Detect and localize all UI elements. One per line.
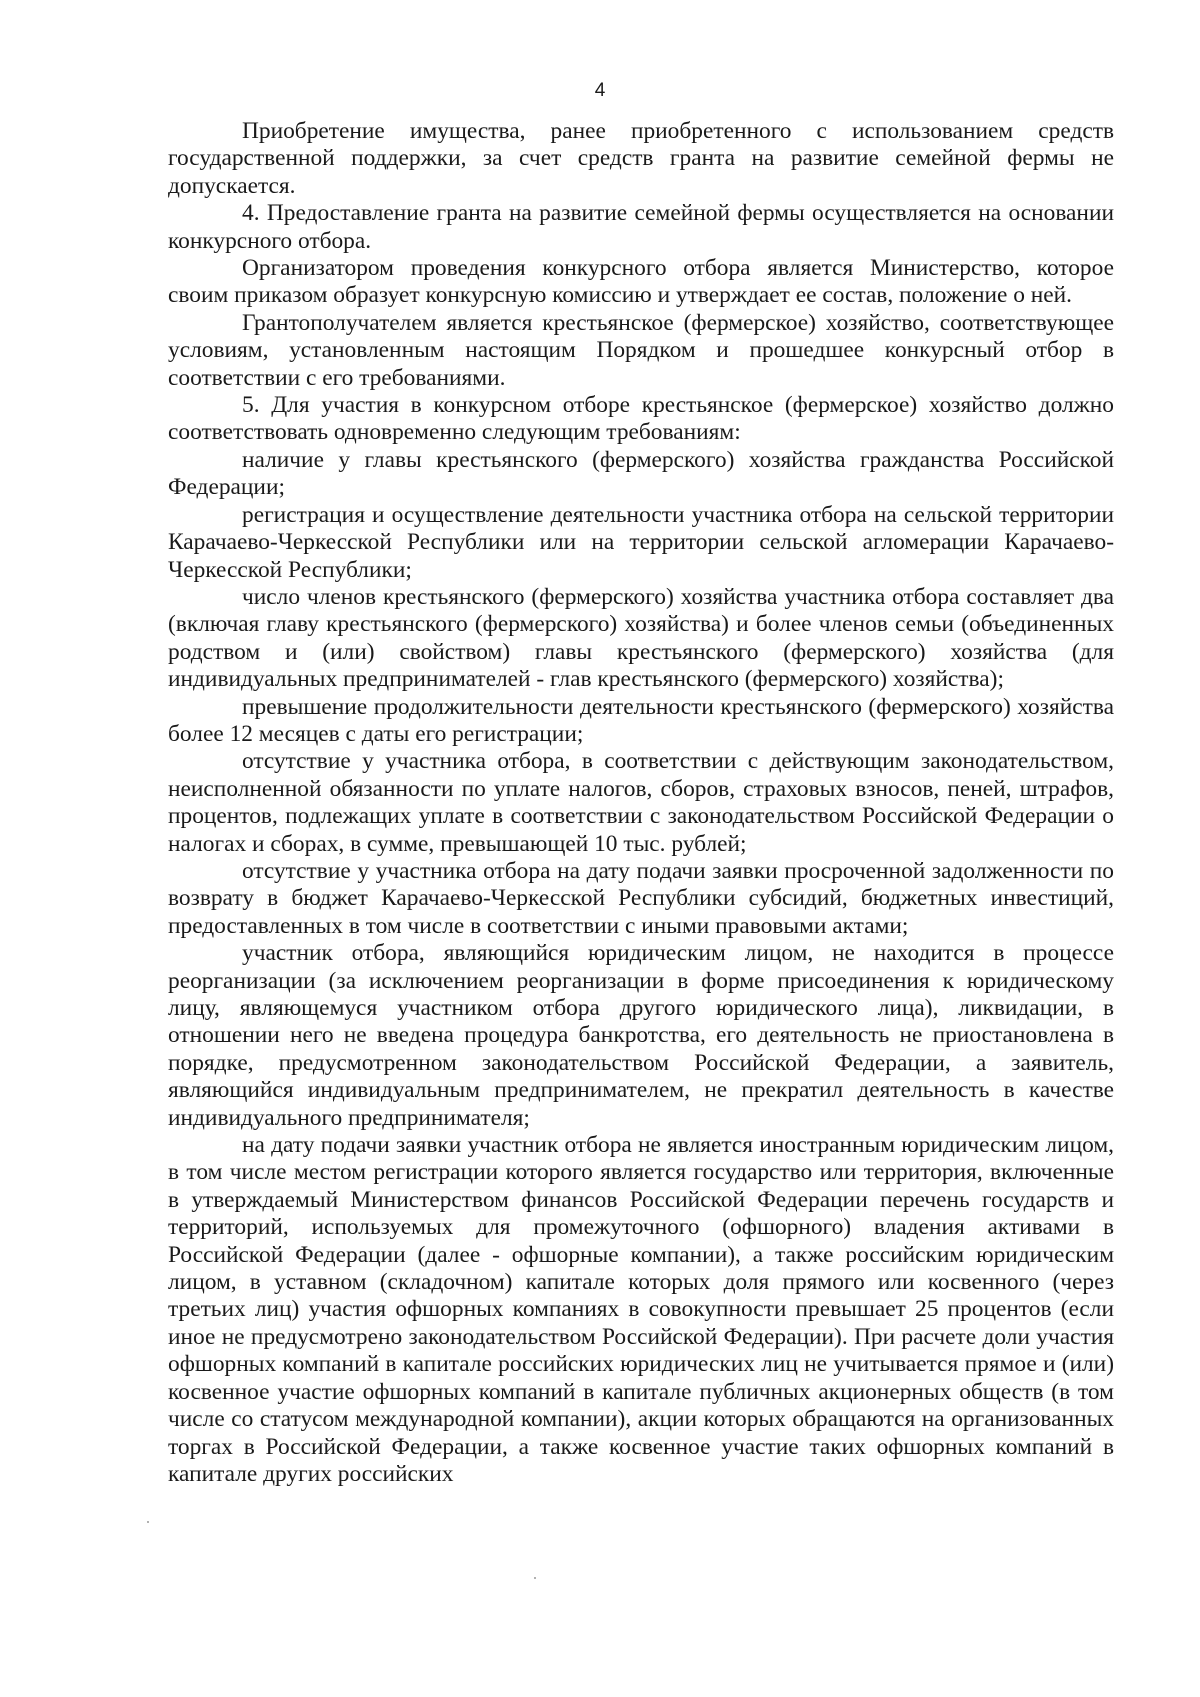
paragraph: отсутствие у участника отбора, в соответствии с действующим законодательством, неисполненной обязанности по уплате налогов, сборов, страховых взносов, пеней, штрафов, процентов, подлежащих уплате в соответствии с законодательством Российской Федерации о налогах и сборах, в сумме, превышающей 10 тыс. рублей; bbox=[168, 748, 1114, 857]
paragraph: Приобретение имущества, ранее приобретенного с использованием средств государственной поддержки, за счет средств гранта на развитие семейной фермы не допускается. bbox=[168, 118, 1114, 199]
paragraph: регистрация и осуществление деятельности участника отбора на сельской территории Карачаево-Черкесской Республики или на территории сельской агломерации Карачаево-Черкесской Республики; bbox=[168, 501, 1114, 583]
page-number: 4 bbox=[594, 80, 606, 101]
paragraph: 4. Предоставление гранта на развитие семейной фермы осуществляется на основании конкурсного отбора. bbox=[168, 200, 1114, 254]
paragraph: наличие у главы крестьянского (фермерского) хозяйства гражданства Российской Федерации; bbox=[168, 446, 1114, 501]
paragraph: участник отбора, являющийся юридическим лицом, не находится в процессе реорганизации (за исключением реорганизации в форме присоединения к юридическому лицу, являющемуся участником отбора другого юридического лица), ликвидации, в отношении него не введена процедура банкротства, его деятельность не приостановлена в порядке, предусмотренном законодательством Российской Федерации, а заявитель, являющийся индивидуальным предпринимателем, не прекратил деятельность в качестве индивидуального предпринимателя; bbox=[168, 940, 1114, 1131]
scan-speck bbox=[534, 1577, 536, 1579]
document-body bbox=[168, 118, 1114, 1488]
scan-speck bbox=[147, 1521, 149, 1523]
paragraph: число членов крестьянского (фермерского) хозяйства участника отбора составляет два (включая главу крестьянского (фермерского) хозяйства) и более членов семьи (объединенных родством и (или) свойством) главы крестьянского (фермерского) хозяйства (для индивидуальных предпринимателей - глав крестьянского (фермерского) хозяйства); bbox=[168, 583, 1114, 693]
paragraph: превышение продолжительности деятельности крестьянского (фермерского) хозяйства более 12 месяцев с даты его регистрации; bbox=[168, 693, 1114, 747]
paragraph: Грантополучателем является крестьянское (фермерское) хозяйство, соответствующее условиям, установленным настоящим Порядком и прошедшее конкурсный отбор в соответствии с его требованиями. bbox=[168, 309, 1114, 391]
paragraph: 5. Для участия в конкурсном отборе крестьянское (фермерское) хозяйство должно соответствовать одновременно следующим требованиям: bbox=[168, 392, 1114, 446]
paragraph: Организатором проведения конкурсного отбора является Министерство, которое своим приказом образует конкурсную комиссию и утверждает ее состав, положение о ней. bbox=[168, 255, 1114, 309]
paragraph-last: на дату подачи заявки участник отбора не является иностранным юридическим лицом, в том числе местом регистрации которого является государство или территория, включенные в утверждаемый Министерством финансов Российской Федерации перечень государств и территорий, используемых для промежуточного (офшорного) владения активами в Российской Федерации (далее - офшорные компании), а также российским юридическим лицом, в уставном (складочном) капитале которых доля прямого или косвенного (через третьих лиц) участия офшорных компаниях в совокупности превышает 25 процентов (если иное не предусмотрено законодательством Российской Федерации). При расчете доли участия офшорных компаний в капитале российских юридических лиц не учитывается прямое и (или) косвенное участие офшорных компаний в капитале публичных акционерных обществ (в том числе со статусом международной компании), акции которых обращаются на организованных торгах в Российской Федерации, а также косвенное участие таких офшорных компаний в капитале других российских bbox=[168, 1132, 1114, 1487]
paragraph: отсутствие у участника отбора на дату подачи заявки просроченной задолженности по возврату в бюджет Карачаево-Черкесской Республики субсидий, бюджетных инвестиций, предоставленных в том числе в соответствии с иными правовыми актами; bbox=[168, 857, 1114, 939]
